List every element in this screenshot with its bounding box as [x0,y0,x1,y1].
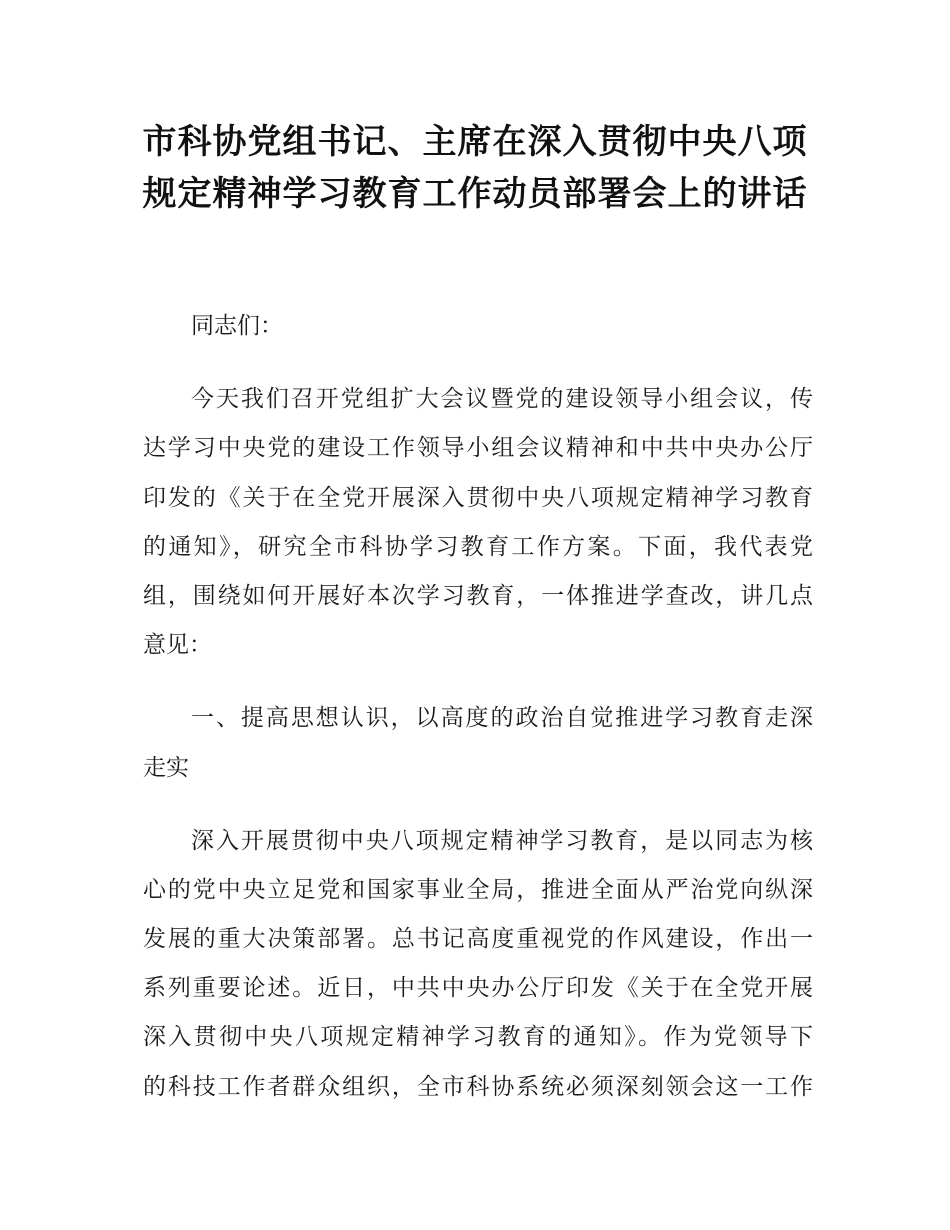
text-line: 心的党中央立足党和国家事业全局，推进全面从严治党向纵深 [143,876,813,903]
text-line: 的通知》，研究全市科协学习教育工作方案。下面，我代表党 [143,533,813,560]
text-line: 印发的《关于在全党开展深入贯彻中央八项规定精神学习教育 [143,484,813,511]
body-paragraph [143,817,813,1112]
text-line: 走实 [143,754,189,781]
text-line: 系列重要论述。近日，中共中央办公厅印发《关于在全党开展 [143,975,813,1002]
text-line: 组，围绕如何开展好本次学习教育，一体推进学查改，讲几点 [143,582,813,609]
title-line: 规定精神学习教育工作动员部署会上的讲话 [142,174,808,214]
text-line: 深入开展贯彻中央八项规定精神学习教育，是以同志为核 [191,827,813,854]
title-line: 市科协党组书记、主席在深入贯彻中央八项 [142,122,808,162]
section-heading-paragraph [143,694,813,792]
text-line: 达学习中央党的建设工作领导小组会议精神和中共中央办公厅 [143,435,813,462]
text-line: 的科技工作者群众组织，全市科协系统必须深刻领会这一工作 [143,1073,813,1100]
text-line: 深入贯彻中央八项规定精神学习教育的通知》。作为党领导下 [143,1024,813,1051]
document-body [143,302,813,1136]
intro-paragraph [143,375,813,670]
text-line: 发展的重大决策部署。总书记高度重视党的作风建设，作出一 [143,926,813,953]
text-line: 同志们： [191,313,283,339]
text-line: 一、提高思想认识，以高度的政治自觉推进学习教育走深 [191,705,813,732]
text-line: 今天我们召开党组扩大会议暨党的建设领导小组会议，传 [191,386,813,413]
salutation-paragraph [143,302,813,351]
text-line: 意见： [143,632,212,659]
document-title [60,116,890,220]
